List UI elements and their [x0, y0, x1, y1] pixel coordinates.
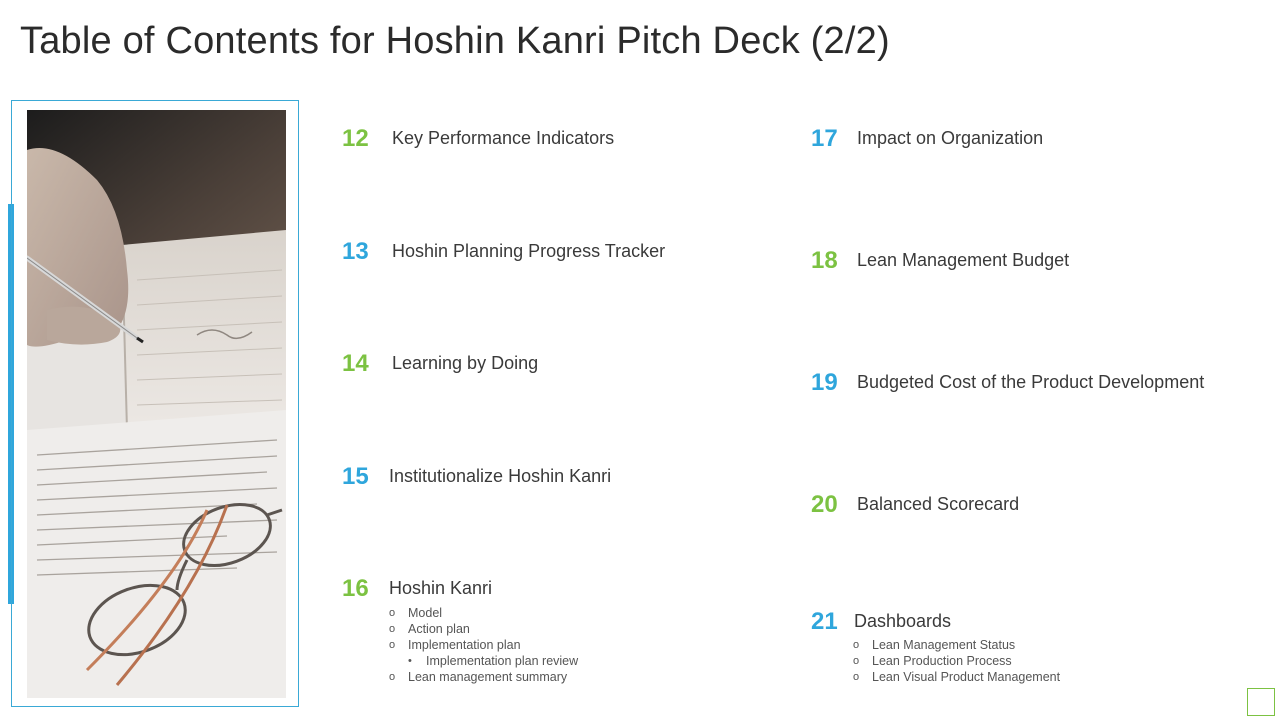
toc-label: Lean Management Budget — [857, 250, 1070, 270]
toc-number: 19 — [811, 369, 838, 396]
toc-label: Balanced Scorecard — [857, 494, 1020, 514]
toc-label: Dashboards — [854, 611, 952, 631]
corner-decoration — [1247, 688, 1275, 716]
toc-number: 17 — [811, 125, 838, 152]
toc-number: 12 — [342, 125, 369, 152]
toc-number: 14 — [342, 350, 369, 377]
toc-label: Learning by Doing — [392, 353, 539, 373]
toc-label: Impact on Organization — [857, 128, 1044, 148]
toc-number: 18 — [811, 247, 838, 274]
toc-number: 20 — [811, 491, 838, 518]
toc-label: Institutionalize Hoshin Kanri — [389, 466, 612, 486]
toc-label: Key Performance Indicators — [392, 128, 615, 148]
toc-label: Hoshin Planning Progress Tracker — [392, 241, 666, 261]
writing-photo — [27, 110, 286, 698]
slide-title: Table of Contents for Hoshin Kanri Pitch Deck (2/2) — [20, 20, 890, 62]
toc-number: 21 — [811, 608, 838, 635]
toc-label: Budgeted Cost of the Product Development — [857, 372, 1205, 392]
toc-number: 13 — [342, 238, 369, 265]
toc-number: 15 — [342, 463, 369, 490]
toc-number: 16 — [342, 575, 369, 602]
toc-label: Hoshin Kanri — [389, 578, 493, 598]
